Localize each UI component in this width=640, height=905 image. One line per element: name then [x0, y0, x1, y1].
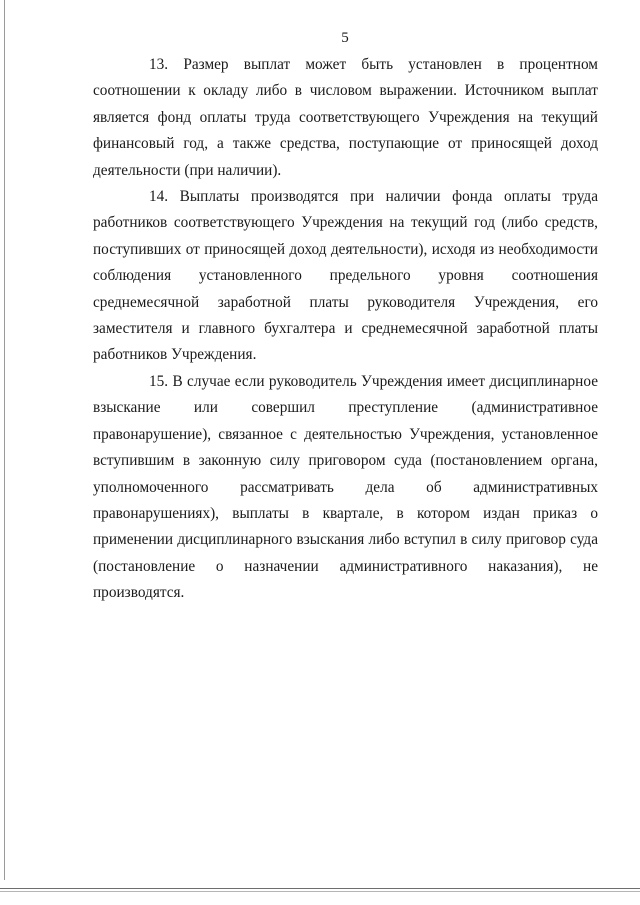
document-body: [93, 52, 598, 607]
scan-edge-left: [4, 0, 5, 880]
paragraph-15: 15. В случае если руководитель Учреждения имеет дисциплинарное взыскание или совершил преступление (административное правонарушение), связанное с деятельностью Учреждения, установленное вступившим в законную силу приговором суда (постановлением органа, уполномоченного рассматривать дела об административных правонарушениях), выплаты в квартале, в котором издан приказ о применении дисциплинарного взыскания либо вступил в силу приговор суда (постановление о назначении административного наказания), не производятся.: [93, 372, 598, 602]
paragraph-13: 13. Размер выплат может быть установлен в процентном соотношении к окладу либо в числовом выражении. Источником выплат является фонд оплаты труда соответствующего Учреждения на текущий финансовый год, а также средства, поступающие от приносящей доход деятельности (при наличии).: [93, 56, 598, 179]
paragraph-14: 14. Выплаты производятся при наличии фонда оплаты труда работников соответствующего Учреждения на текущий год (либо средств, поступивших от приносящей доход деятельности), исходя из необходимости соблюдения установленного предельного уровня соотношения среднемесячной заработной платы руководителя Учреждения, его заместителя и главного бухгалтера и среднемесячной заработной платы работников Учреждения.: [93, 188, 598, 364]
scan-edge-bottom: [0, 888, 640, 889]
scan-edge-bottom-secondary: [0, 891, 640, 892]
page-number: 5: [341, 30, 349, 46]
